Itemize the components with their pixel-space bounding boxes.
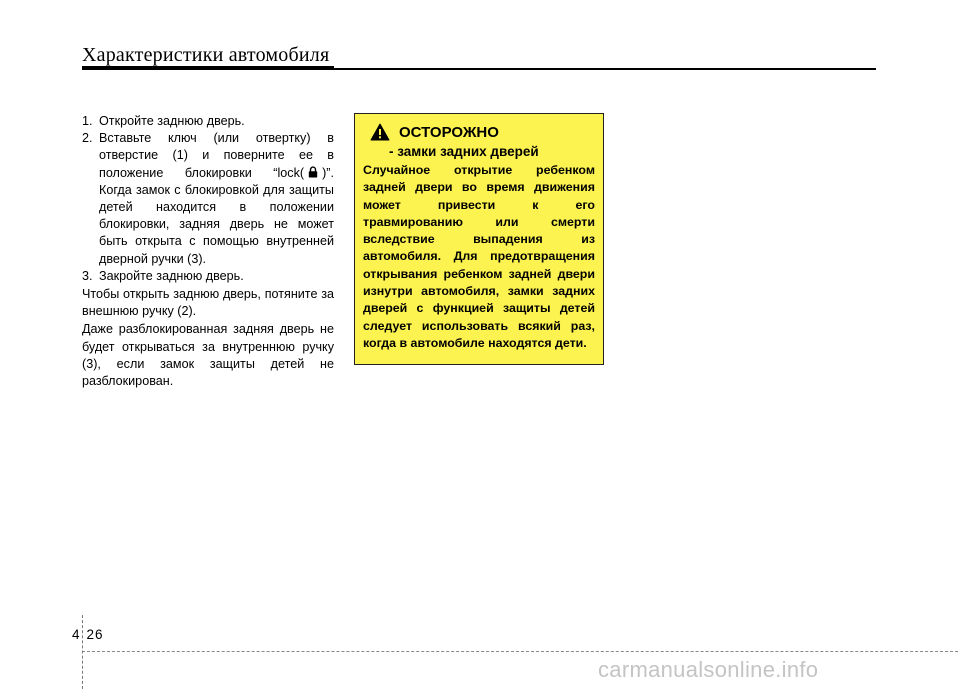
warning-box xyxy=(354,113,604,365)
page-number xyxy=(72,627,104,642)
footer-horizontal-rule xyxy=(82,651,958,652)
warning-subtitle: - замки задних дверей xyxy=(389,144,539,159)
instructions-column xyxy=(82,113,334,390)
step-text: Откройте заднюю дверь. xyxy=(99,114,245,128)
step-number: 3. xyxy=(82,268,93,283)
warning-header xyxy=(363,123,595,143)
step-text: Закройте заднюю дверь. xyxy=(99,268,244,283)
header-rule-thick xyxy=(82,66,334,70)
chapter-number: 4 xyxy=(72,627,81,642)
step-number: 1. xyxy=(82,114,93,128)
page-header-title: Характеристики автомобиля xyxy=(82,44,330,66)
warning-body: Случайное открытие ребенком задней двери во время движения может привести к его травмированию или смерти вследствие выпадения из автомобиля. Для предотвращения открывания ребенком задней двери изнутри автомобиля, замки задних дверей с функцией защиты детей следует использовать всякий раз, когда в автомобиле находятся дети. xyxy=(363,163,595,350)
step-3 xyxy=(82,268,334,285)
step-number: 2. xyxy=(82,131,93,146)
padlock-icon xyxy=(308,166,318,178)
step-text-after-icon: )”. Когда замок с блокировкой для защиты детей находится в положении блокировки, задняя дверь не может быть открыта с помощью внутренней дверной ручки (3). xyxy=(99,165,334,266)
warning-triangle-icon xyxy=(370,123,390,146)
header-rule-thin xyxy=(334,68,876,70)
watermark: carmanualsonline.info xyxy=(598,657,819,682)
step-text-before-icon: Вставьте ключ (или отвертку) в отверстие (1) и поверните ее в положение блокировки “lock( xyxy=(99,131,334,180)
step-1 xyxy=(82,113,334,130)
step-2 xyxy=(82,130,334,268)
page-number-value: 26 xyxy=(86,627,104,642)
warning-title: ОСТОРОЖНО xyxy=(399,124,499,141)
paragraph-open-door: Чтобы открыть заднюю дверь, потяните за внешнюю ручку (2). xyxy=(82,287,334,319)
paragraph-unlocked-note: Даже разблокированная задняя дверь не будет открываться за внутреннюю ручку (3), если замок защиты детей не разблокирован. xyxy=(82,322,334,389)
